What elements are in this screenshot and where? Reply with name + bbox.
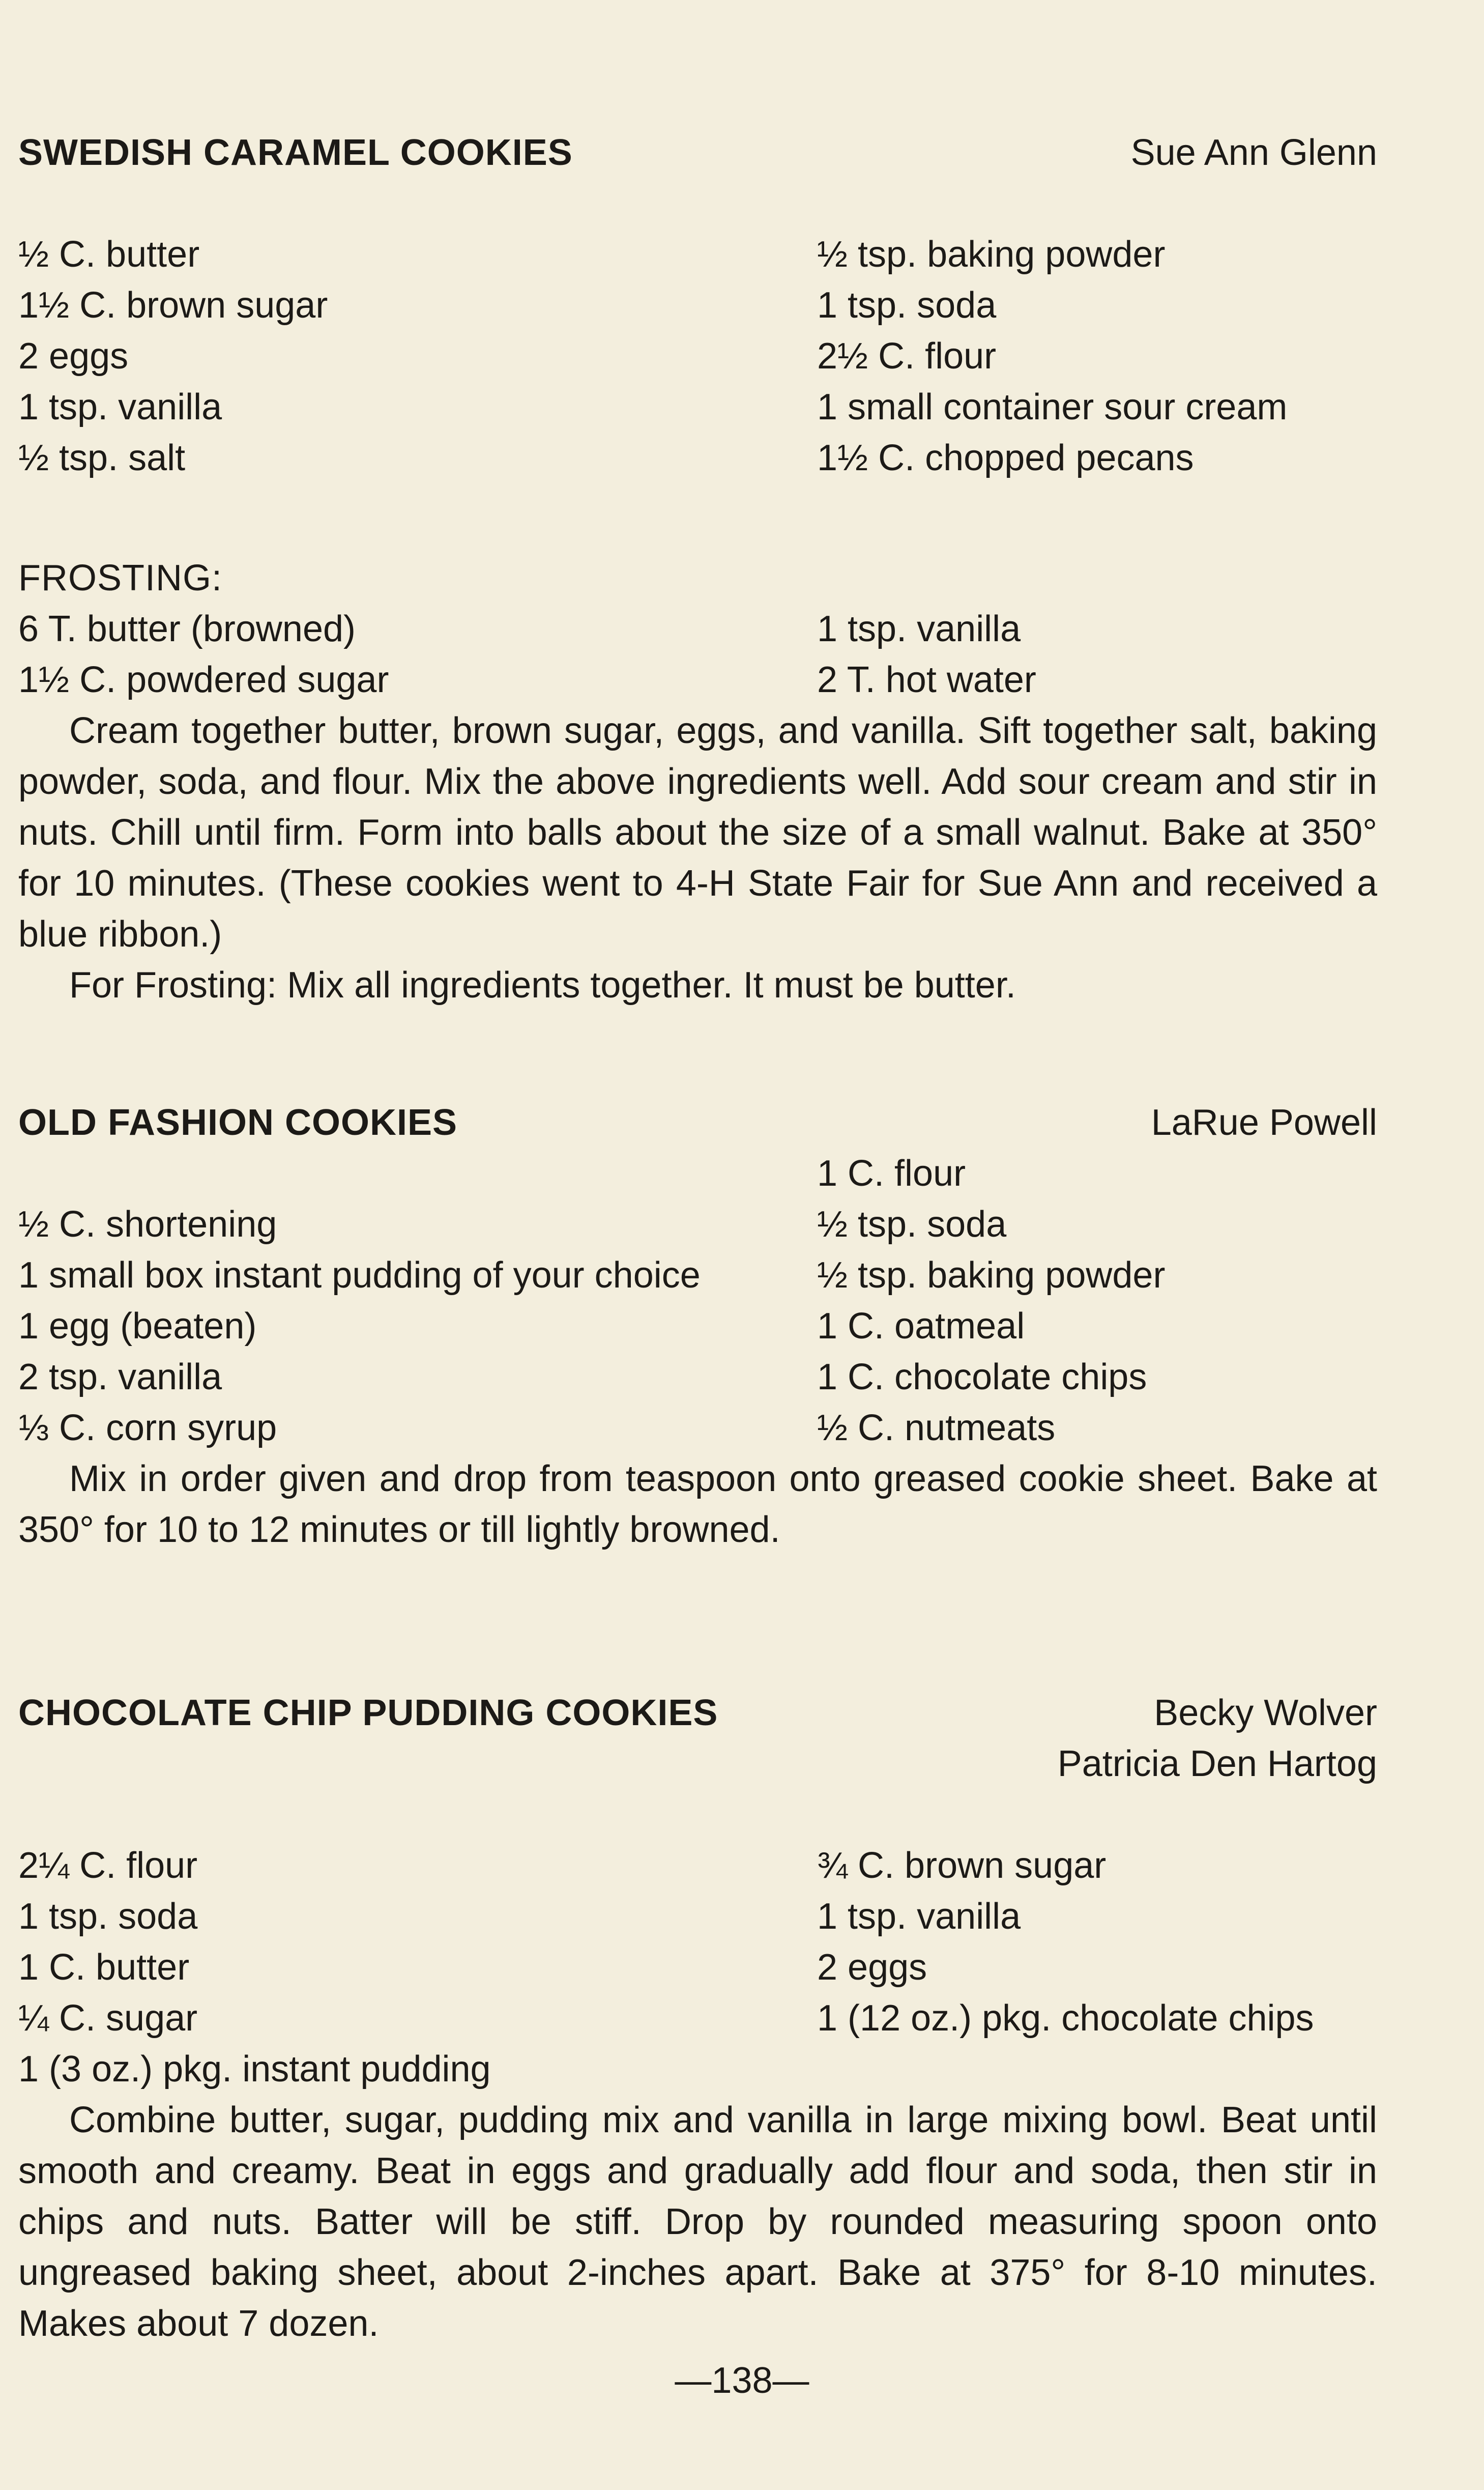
frosting-right-column (817, 604, 1377, 705)
ingredient: 1 small container sour cream (817, 387, 1288, 427)
ingredient: ½ C. butter (18, 234, 200, 275)
ingredients-right-column (817, 229, 1377, 483)
ingredient: 1 C. chocolate chips (817, 1357, 1147, 1397)
ingredient: ½ tsp. salt (18, 438, 186, 478)
ingredient: ½ C. nutmeats (817, 1408, 1056, 1448)
ingredient: 1 tsp. vanilla (817, 1896, 1021, 1937)
ingredient: ½ tsp. baking powder (817, 1255, 1166, 1296)
recipe-header (18, 127, 1377, 178)
recipe-directions: Mix in order given and drop from teaspoon onto greased cookie sheet. Bake at 350° for 10 to 12 minutes or till lightly browned. (18, 1458, 1377, 1550)
author-name: LaRue Powell (1151, 1102, 1377, 1143)
ingredient: 1 tsp. soda (817, 285, 997, 326)
ingredient: 2 eggs (18, 336, 129, 377)
ingredient: ¾ C. brown sugar (817, 1845, 1107, 1886)
ingredient: 1 C. oatmeal (817, 1306, 1025, 1347)
recipe-header (18, 1097, 1377, 1148)
ingredient (18, 1148, 817, 1199)
ingredients-left-column (18, 1148, 817, 1453)
ingredient: ½ tsp. soda (817, 1204, 1007, 1245)
ingredient-list (18, 1148, 1377, 1453)
recipe-title: SWEDISH CARAMEL COOKIES (18, 132, 573, 173)
ingredient: 1 tsp. vanilla (18, 387, 222, 427)
ingredient: 1 tsp. vanilla (817, 609, 1021, 649)
frosting-label: FROSTING: (18, 558, 222, 598)
recipe-author (1131, 127, 1377, 178)
recipe-author (1151, 1097, 1377, 1148)
recipe-chocolate-chip-pudding-cookies (18, 1687, 1377, 2349)
recipe-directions: Cream together butter, brown sugar, eggs, and vanilla. Sift together salt, baking powder, soda, and flour. Mix the above ingredients well. Add sour cream and stir in nuts. Chill until firm. Form into balls about the size of a small walnut. Bake at 350° for 10 minutes. (These cookies went to 4-H State Fair for Sue Ann and received a blue ribbon.) (18, 710, 1377, 955)
recipe-directions: Combine butter, sugar, pudding mix and vanilla in large mixing bowl. Beat until smooth and creamy. Beat in eggs and gradually add flour and soda, then stir in chips and nuts. Batter will be stiff. Drop by rounded measuring spoon onto ungreased baking sheet, about 2-inches apart. Bake at 375° for 8-10 minutes. Makes about 7 dozen. (18, 2100, 1377, 2344)
frosting-ingredient-list (18, 604, 1377, 705)
ingredient: 1 egg (beaten) (18, 1306, 257, 1347)
ingredients-right-column (817, 1840, 1377, 2095)
ingredients-right-column (817, 1148, 1377, 1453)
recipe-title: CHOCOLATE CHIP PUDDING COOKIES (18, 1693, 718, 1733)
ingredient: 1 small box instant pudding of your choice (18, 1255, 701, 1296)
ingredient: ¼ C. sugar (18, 1998, 198, 2039)
ingredient: ½ C. shortening (18, 1204, 277, 1245)
ingredient: 1 C. flour (817, 1153, 966, 1194)
ingredient: 1½ C. powdered sugar (18, 660, 389, 700)
ingredient: 2 T. hot water (817, 660, 1036, 700)
ingredient-list (18, 1840, 1377, 2095)
ingredient: 1 C. butter (18, 1947, 190, 1988)
ingredient: 2¼ C. flour (18, 1845, 198, 1886)
ingredient-list (18, 229, 1377, 483)
ingredient: 2 tsp. vanilla (18, 1357, 222, 1397)
page-number: —138— (675, 2360, 809, 2401)
recipe-header (18, 1687, 1377, 1789)
ingredients-left-column (18, 229, 817, 483)
ingredient: 1½ C. brown sugar (18, 285, 328, 326)
author-name: Sue Ann Glenn (1130, 132, 1377, 173)
recipe-title: OLD FASHION COOKIES (18, 1102, 458, 1143)
ingredients-left-column (18, 1840, 817, 2095)
recipe-old-fashion-cookies (18, 1097, 1377, 1555)
ingredient: 1 (3 oz.) pkg. instant pudding (18, 2049, 491, 2090)
ingredient: 2½ C. flour (817, 336, 997, 377)
frosting-left-column (18, 604, 817, 705)
author-name: Becky Wolver (1154, 1693, 1377, 1733)
ingredient: 6 T. butter (browned) (18, 609, 356, 649)
ingredient: 1½ C. chopped pecans (817, 438, 1194, 478)
ingredient: 1 tsp. soda (18, 1896, 198, 1937)
frosting-directions: For Frosting: Mix all ingredients together. It must be butter. (69, 965, 1016, 1006)
recipe-swedish-caramel-cookies (18, 127, 1377, 1011)
ingredient: ⅓ C. corn syrup (18, 1408, 277, 1448)
recipe-authors (1058, 1687, 1377, 1789)
ingredient: ½ tsp. baking powder (817, 234, 1166, 275)
ingredient: 2 eggs (817, 1947, 927, 1988)
author-name: Patricia Den Hartog (1057, 1743, 1377, 1784)
ingredient: 1 (12 oz.) pkg. chocolate chips (817, 1998, 1314, 2039)
